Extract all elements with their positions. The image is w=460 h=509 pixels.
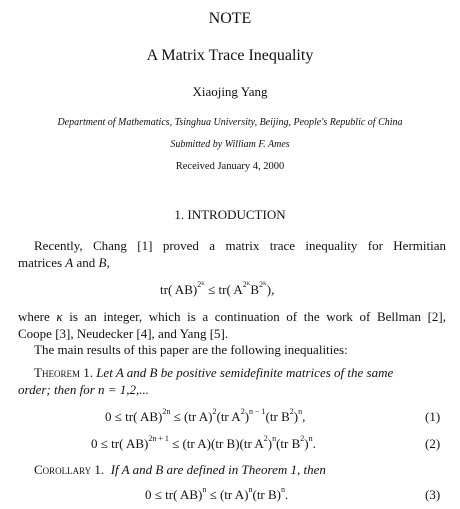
matrix-a: A bbox=[65, 255, 74, 270]
eq-exponent: 2ᴷ bbox=[259, 279, 267, 289]
eq-exponent: 2 bbox=[289, 406, 294, 416]
eq-term: , bbox=[302, 409, 306, 424]
theorem-label: Theorem 1. bbox=[34, 365, 93, 380]
equation-chang bbox=[160, 279, 275, 298]
eq-exponent: 2n + 1 bbox=[148, 433, 169, 443]
eq-exponent: n bbox=[248, 484, 253, 494]
equation-3 bbox=[145, 484, 289, 503]
intro-line-1: Recently, Chang [1] proved a matrix trace inequality for Hermitian bbox=[34, 238, 446, 253]
eq-term: 0 ≤ tr( AB) bbox=[91, 436, 149, 451]
eq-term: ≤ (tr A) bbox=[206, 487, 249, 502]
corollary-label: Corollary 1. bbox=[34, 462, 105, 477]
eq-exponent: 2ᴷ bbox=[242, 279, 251, 289]
theorem-text: Let A and B be positive semidefinite matrices of the same bbox=[96, 365, 394, 380]
intro-line-5: The main results of this paper are the following inequalities: bbox=[34, 342, 348, 357]
eq-exponent: n bbox=[281, 484, 286, 494]
note-label: NOTE bbox=[208, 10, 252, 27]
eq-term: (tr B) bbox=[252, 487, 282, 502]
eq-exponent: 2 bbox=[212, 406, 217, 416]
affiliation: Department of Mathematics, Tsinghua University, Beijing, People's Republic of China bbox=[57, 117, 403, 128]
kappa-symbol: κ bbox=[56, 309, 63, 324]
eq-term: 0 ≤ tr( AB) bbox=[145, 487, 203, 502]
eq-exponent: 2ᴷ bbox=[197, 279, 205, 289]
intro-text: matrices bbox=[18, 255, 66, 270]
eq-exponent: n bbox=[272, 433, 277, 443]
eq-term: (tr B bbox=[276, 436, 301, 451]
equation-2 bbox=[91, 433, 316, 452]
eq-term: 0 ≤ tr( AB) bbox=[105, 409, 163, 424]
eq-exponent: n bbox=[298, 406, 303, 416]
eq-term: (tr A bbox=[216, 409, 241, 424]
intro-text: , bbox=[106, 255, 110, 270]
eq-exponent: 2 bbox=[240, 406, 245, 416]
submitted-by: Submitted by William F. Ames bbox=[170, 139, 290, 150]
eq-exponent: n bbox=[308, 433, 313, 443]
eq-term: ) bbox=[293, 409, 299, 424]
eq-lhs: tr( AB) bbox=[160, 282, 198, 297]
eq-exponent: n − 1 bbox=[249, 406, 266, 416]
matrix-b: B bbox=[98, 255, 107, 270]
eq-exponent: n bbox=[202, 484, 207, 494]
intro-line-3 bbox=[18, 309, 446, 325]
equation-number-2: (2) bbox=[425, 436, 441, 451]
author-name: Xiaojing Yang bbox=[192, 84, 268, 99]
intro-text: and bbox=[73, 255, 99, 270]
intro-line-2 bbox=[18, 255, 110, 271]
eq-term: ) bbox=[267, 436, 273, 451]
theorem-line-2: order; then for n = 1,2,... bbox=[18, 382, 150, 397]
corollary-text: If A and B are defined in Theorem 1, then bbox=[110, 462, 326, 477]
equation-number-1: (1) bbox=[425, 409, 441, 424]
eq-exponent: 2 bbox=[300, 433, 305, 443]
eq-rhs: ), bbox=[266, 282, 275, 297]
eq-term: ≤ (tr A) bbox=[170, 409, 213, 424]
eq-term: ) bbox=[304, 436, 309, 451]
eq-exponent: 2n bbox=[162, 406, 171, 416]
section-heading: 1. INTRODUCTION bbox=[174, 207, 286, 222]
intro-text: is an integer, which is a continuation of the work of Bellman [2], bbox=[62, 309, 446, 324]
eq-term: . bbox=[312, 436, 316, 451]
theorem-line-1 bbox=[34, 365, 446, 381]
eq-term: (tr B bbox=[265, 409, 290, 424]
intro-line-4: Coope [3], Neudecker [4], and Yang [5]. bbox=[18, 326, 229, 341]
paper-title: A Matrix Trace Inequality bbox=[146, 47, 314, 64]
eq-term: . bbox=[285, 487, 289, 502]
equation-1 bbox=[105, 406, 306, 425]
eq-rhs: B bbox=[250, 282, 260, 297]
eq-rhs: tr( A bbox=[218, 282, 243, 297]
eq-term: ) bbox=[244, 409, 250, 424]
eq-exponent: 2 bbox=[263, 433, 268, 443]
eq-term: ≤ (tr A)(tr B)(tr A bbox=[168, 436, 264, 451]
eq-relation: ≤ bbox=[208, 282, 216, 297]
intro-text: where bbox=[18, 309, 57, 324]
equation-number-3: (3) bbox=[425, 487, 441, 502]
received-date: Received January 4, 2000 bbox=[175, 161, 285, 172]
corollary-line bbox=[34, 462, 326, 478]
